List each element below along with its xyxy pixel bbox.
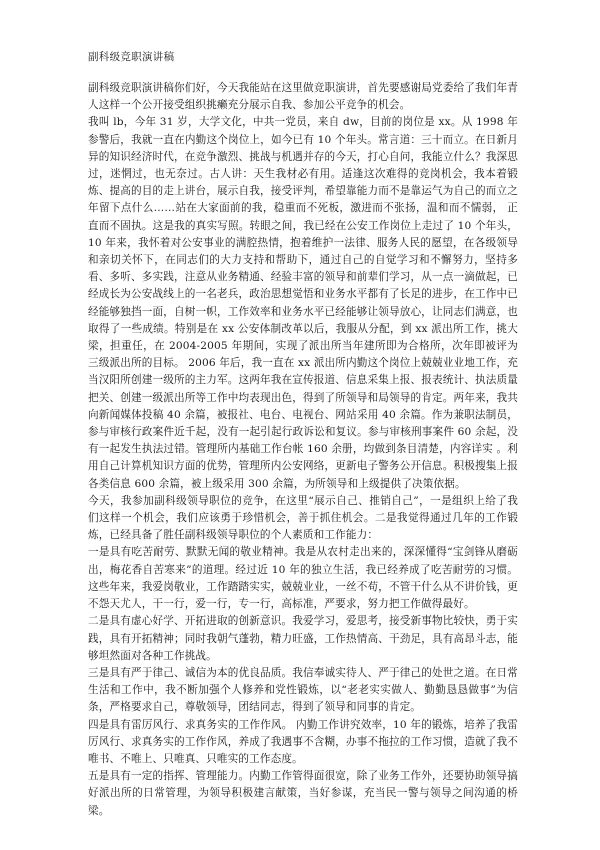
paragraph-self-introduction: 我叫 lb，今年 31 岁，大学文化，中共一党员，来自 dw，目前的岗位是 xx。从 1998 年参警后，我就一直在内勤这个岗位上，如今已有 10 个年头。常言道：三十而立。在日新月异的知识经济时代，在竞争激烈、挑战与机遇并存的今天，打心自问，我能立什么？我深思过，迷惘过，也无奈过。古人讲：天生我材必有用。适逢这次难得的竞岗机会，我本着锻炼、提高的目的走上讲台，展示自我，接受评判，希望靠能力而不是靠运气为自己的而立之年留下点什么……站在大家面前的我，稳重而不死板，激进而不张扬，温和而不懦弱， 正直而不固执。这是我的真实写照。转眼之间，我已经在公安工作岗位上走过了 10 个年头，10 年来，我怀着对公安事业的满腔热情，抱着维护一法律、服务人民的愿望，在各级领导和亲切关怀下，在同志们的大力支持和帮助下，通过自己的自觉学习和不懈努力，坚持多看、多听、多实践，注意从业务精通、经验丰富的领导和前辈们学习，从一点一滴做起，已经成长为公安战线上的一名老兵，政治思想觉悟和业务水平都有了长足的进步，在工作中已经能够独挡一面，自树一帜，工作效率和业务水平已经能够让领导放心，让同志们满意，也取得了一些成绩。特别是在 xx 公安体制改革以后，我服从分配，到 xx 派出所工作，挑大梁，担重任，在 2004-2005 年期间，实现了派出所当年建所即为合格所，次年即被评为三级派出所的目标。 2006 年后，我一直在 xx 派出所内勤这个岗位上兢兢业业地工作，充当汉阳所创建一级所的主力军。这两年我在宣传报道、信息采集上报、报表统计、执法质量把关、创建一级派出所等工作中均表现出色，得到了所领导和局领导的肯定。两年来，我共向新闻媒体投稿 40 余篇，被报社、电台、电视台、网站采用 40 余篇。作为兼职法制员，参与审核行政案件近千起，没有一起引起行政诉讼和复议。参与审核刑事案件 60 余起，没有一起发生执法过错。管理所内基础工作台帐 160 余册，均做到条目清楚，内容详实 。利用自己计算机知识方面的优势，管理所内公安网络，更新电子警务公开信息。积极搜集上报各类信息 600 余篇，被上级采用 300 余篇，为所领导和上级提供了决策依据。 (88, 116, 518, 490)
paragraph-point-two: 二是具有虚心好学、开拓进取的创新意识。我爱学习，爱思考，接受新事物比较快，勇于实践，具有开拓精神；同时我朝气蓬勃，精力旺盛，工作热情高、干劲足，具有高昂斗志，能够坦然面对各种工作挑战。 (88, 615, 518, 662)
paragraph-point-four: 四是具有雷厉风行、求真务实的工作作风。 内勤工作讲究效率，10 年的锻炼，培养了我雷厉风行、求真务实的工作作风，养成了我遇事不含糊，办事不拖拉的工作习惯，造就了我不唯书、不唯上、只唯真、只唯实的工作态度。 (88, 718, 518, 765)
paragraph-point-five: 五是具有一定的指挥、管理能力。内勤工作管得面很宽，除了业务工作外，还要协助领导搞好派出所的日常管理，为领导积极建言献策，当好参谋，充当民一警与领导之间沟通的桥梁。 (88, 770, 518, 817)
document-title: 副科级竞职演讲稿 (88, 51, 175, 63)
paragraph-intro: 副科级竞职演讲稿你们好，今天我能站在这里做竞职演讲，首先要感谢局党委给了我们年青人这样一个公开接受组织挑癞充分展示自我、参加公平竞争的机会。 (88, 82, 518, 112)
paragraph-point-one: 一是具有吃苦耐劳、默默无闻的敬业精神。我是从农村走出来的，深深懂得“宝剑锋从磨砺出，梅花香自苦寒来”的道理。经过近 10 年的独立生活，我已经养成了吃苦耐劳的习惯。这些年来，我爱岗敬业，工作踏踏实实，兢兢业业，一丝不苟，不管干什么从不讲价钱，更不怨天尤人，干一行，爱一行，专一行，高标准，严要求，努力把工作做得最好。 (88, 546, 518, 611)
paragraph-reasons: 今天，我参加副科级领导职位的竞争，在这里“展示自己、推销自己”，一是组织上给了我们这样一个机会，我们应该勇于珍惜机会，善于抓住机会。二是我觉得通过几年的工作锻炼，已经具备了胜任副科级领导职位的个人素质和工作能力： (88, 494, 518, 542)
paragraph-point-three: 三是具有严于律己、诚信为本的优良品质。我信奉诚实待人、严于律己的处世之道。在日常生活和工作中，我不断加强个人修养和党性锻炼，以“老老实实做人、勤勤恳恳做事”为信条，严格要求自己，尊敬领导，团结同志，得到了领导和同事的肯定。 (88, 666, 518, 714)
document-body (88, 80, 518, 820)
document-page (88, 50, 518, 820)
